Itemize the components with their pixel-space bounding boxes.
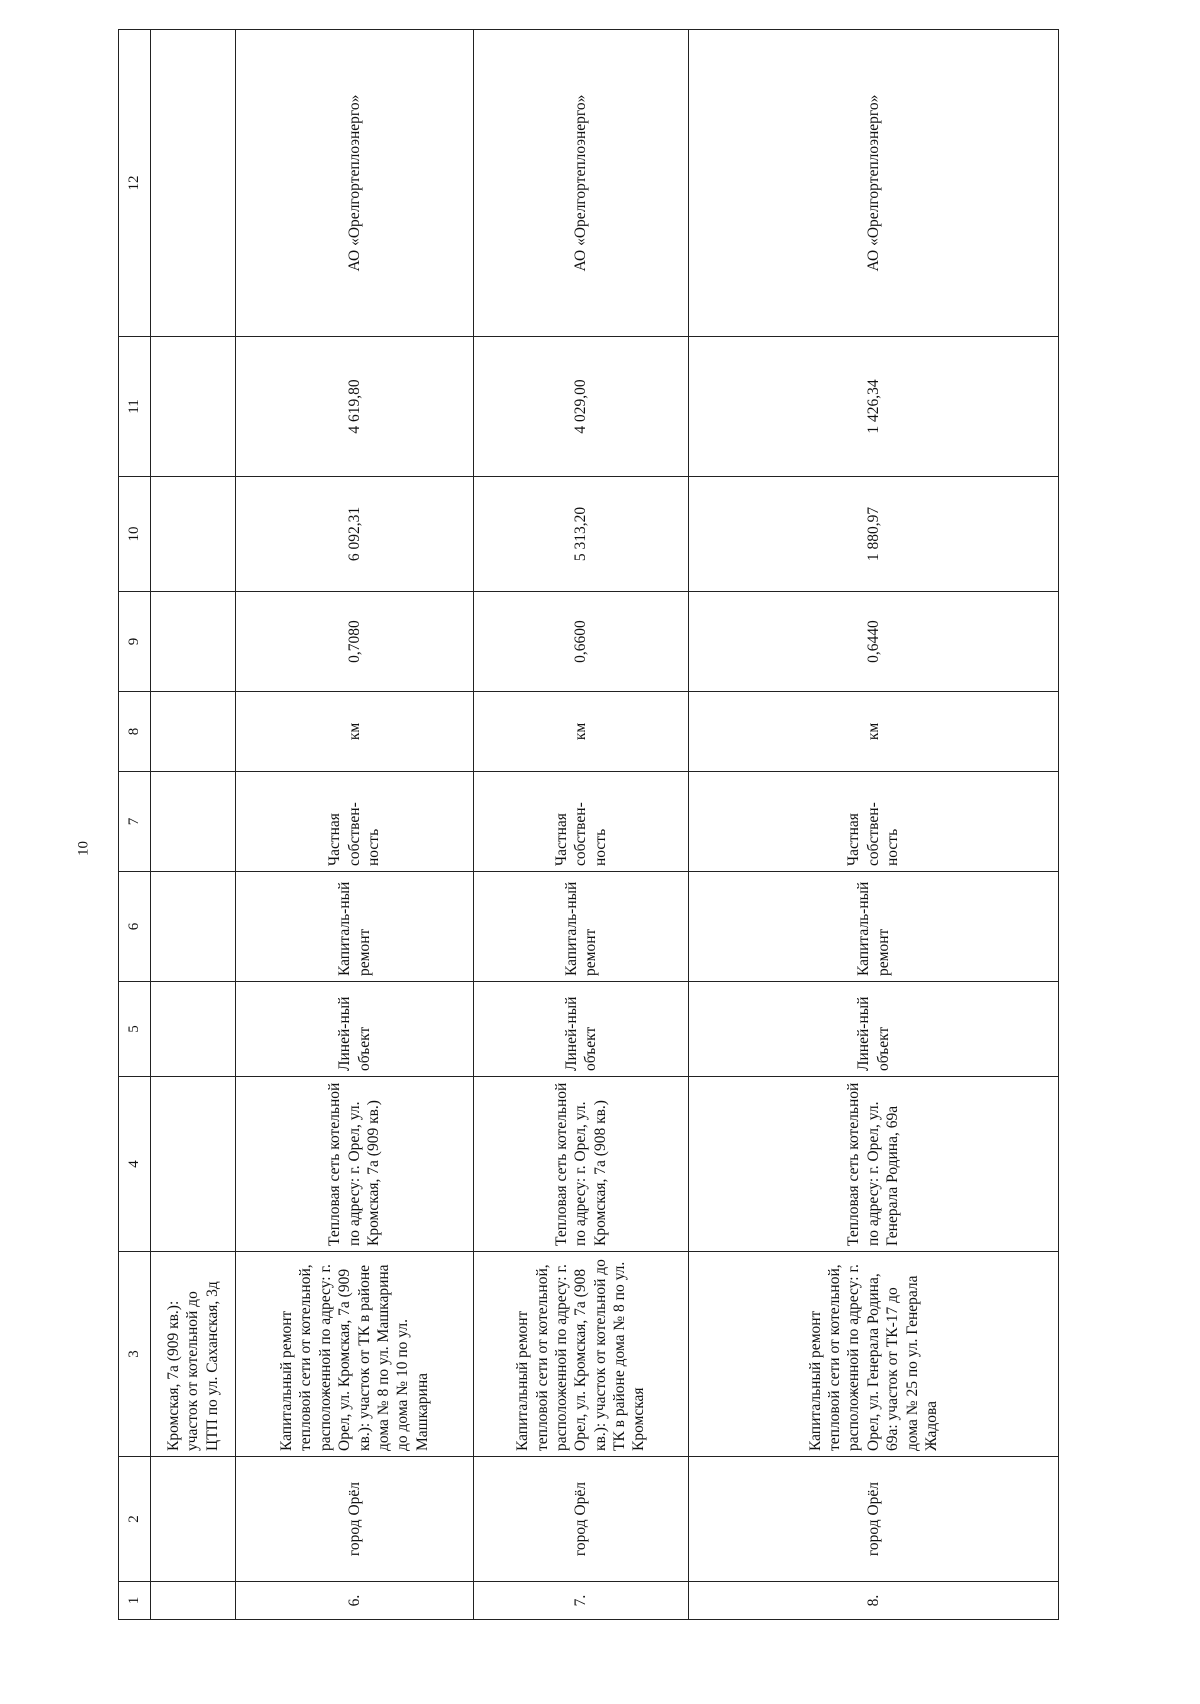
description-cell: Капитальный ремонт тепловой сети от котельной, расположенной по адресу: г. Орел, ул. Кромская, 7а (908 кв.): участок от котельной до ТК в районе дома № 8 по ул. Кромская [474,1252,689,1457]
work-cell: Капиталь-ный ремонт [474,872,689,982]
cost-year-cell: 4 029,00 [474,337,689,477]
description-cell: Кромская, 7а (909 кв.): участок от котельной до ЦТП по ул. Саханская, 3д [151,1252,236,1457]
header-row [119,30,151,1620]
ownership-cell: Частная собствен-ность [474,772,689,872]
page-number: 10 [75,841,92,856]
capacity-cell: 0,6440 [689,592,1059,692]
company-cell: АО «Орелгортеплоэнерго» [689,30,1059,337]
type-cell: Линей-ный объект [236,982,474,1077]
row-number: 8. [689,1582,1059,1620]
works-table [118,29,1059,1620]
header-cell: 10 [119,477,151,592]
city-cell: город Орёл [236,1457,474,1582]
object-cell: Тепловая сеть котельной по адресу: г. Орел, ул. Кромская, 7а (908 кв.) [474,1077,689,1252]
capacity-cell: 0,6600 [474,592,689,692]
continuation-row [151,30,236,1620]
cost-year-cell: 1 426,34 [689,337,1059,477]
company-cell: АО «Орелгортеплоэнерго» [236,30,474,337]
header-cell: 5 [119,982,151,1077]
city-cell: город Орёл [474,1457,689,1582]
header-cell: 12 [119,30,151,337]
company-cell: АО «Орелгортеплоэнерго» [474,30,689,337]
header-cell: 6 [119,872,151,982]
cost-year-cell: 4 619,80 [236,337,474,477]
description-cell: Капитальный ремонт тепловой сети от котельной, расположенной по адресу: г. Орел, ул. Генерала Родина, 69а: участок от ТК-17 до дома № 25 по ул. Генерала Жадова [689,1252,1059,1457]
type-cell: Линей-ный объект [689,982,1059,1077]
table-row [236,30,474,1620]
unit-cell: км [689,692,1059,772]
capacity-cell: 0,7080 [236,592,474,692]
header-cell: 11 [119,337,151,477]
header-cell: 3 [119,1252,151,1457]
work-cell: Капиталь-ный ремонт [236,872,474,982]
header-cell: 4 [119,1077,151,1252]
ownership-cell: Частная собствен-ность [236,772,474,872]
cost-total-cell: 5 313,20 [474,477,689,592]
header-cell: 9 [119,592,151,692]
unit-cell: км [474,692,689,772]
header-cell: 2 [119,1457,151,1582]
object-cell: Тепловая сеть котельной по адресу: г. Орел, ул. Кромская, 7а (909 кв.) [236,1077,474,1252]
table-row [474,30,689,1620]
row-number: 6. [236,1582,474,1620]
table-row [689,30,1059,1620]
header-cell: 7 [119,772,151,872]
object-cell: Тепловая сеть котельной по адресу: г. Орел, ул. Генерала Родина, 69а [689,1077,1059,1252]
ownership-cell: Частная собствен-ность [689,772,1059,872]
city-cell: город Орёл [689,1457,1059,1582]
type-cell: Линей-ный объект [474,982,689,1077]
header-cell: 1 [119,1582,151,1620]
work-cell: Капиталь-ный ремонт [689,872,1059,982]
row-number: 7. [474,1582,689,1620]
cost-total-cell: 1 880,97 [689,477,1059,592]
table-container [118,30,1058,1620]
unit-cell: км [236,692,474,772]
description-cell: Капитальный ремонт тепловой сети от котельной, расположенной по адресу: г. Орел, ул. Кромская, 7а (909 кв.): участок от ТК в районе дома № 8 по ул. Машкарина до дома № 10 по ул. Машкарина [236,1252,474,1457]
cost-total-cell: 6 092,31 [236,477,474,592]
header-cell: 8 [119,692,151,772]
